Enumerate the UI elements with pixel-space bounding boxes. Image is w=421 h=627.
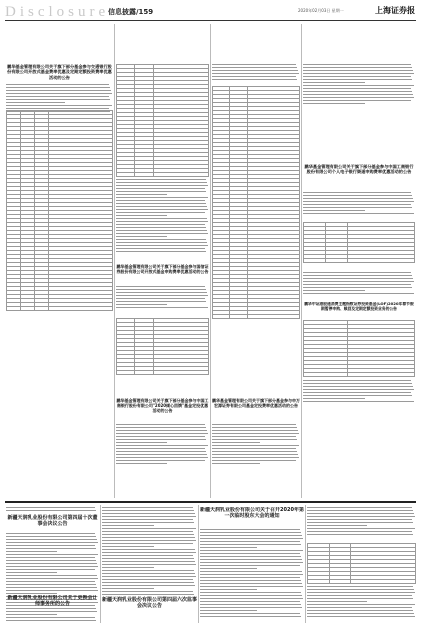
text-line — [6, 545, 95, 546]
table-row — [304, 259, 415, 263]
issue-date: 2020年02月03日 星期一 — [298, 8, 344, 13]
text-line — [303, 293, 414, 294]
column-divider — [100, 505, 101, 623]
text-line — [6, 557, 95, 558]
text-line — [6, 575, 97, 576]
body-text — [303, 272, 415, 296]
text-line — [212, 451, 297, 452]
text-line — [116, 460, 205, 461]
text-line — [303, 192, 411, 193]
text-line — [6, 510, 96, 511]
text-line — [303, 281, 414, 282]
body-text — [200, 529, 304, 619]
text-line — [116, 194, 167, 195]
text-line — [200, 553, 300, 554]
text-line — [200, 571, 302, 572]
table-row — [117, 371, 209, 375]
text-line — [102, 555, 193, 556]
text-line — [212, 436, 296, 437]
text-line — [303, 392, 411, 393]
text-line — [303, 64, 411, 65]
text-line — [307, 586, 413, 587]
text-line — [116, 424, 205, 425]
announcement-block-5 — [212, 398, 300, 498]
text-line — [102, 573, 195, 574]
text-line — [303, 73, 414, 74]
text-line — [116, 436, 205, 437]
text-line — [6, 554, 98, 555]
section-title-cn: 信息披露/159 — [108, 8, 154, 16]
text-line — [200, 565, 300, 566]
text-line — [102, 537, 195, 538]
text-line — [116, 224, 205, 225]
text-line — [102, 522, 194, 523]
text-line — [212, 70, 298, 71]
text-line — [200, 610, 257, 611]
text-line — [6, 593, 57, 594]
text-line — [102, 549, 195, 550]
text-line — [200, 556, 301, 557]
newspaper-logo: 上海证券报 — [375, 5, 415, 15]
table-cell — [153, 371, 208, 375]
body-text — [303, 192, 415, 216]
body-text — [212, 424, 300, 466]
text-line — [116, 295, 208, 296]
text-line — [200, 541, 300, 542]
text-line — [200, 562, 303, 563]
body-text — [102, 507, 197, 597]
text-line — [303, 284, 411, 285]
text-line — [102, 564, 196, 565]
text-line — [116, 215, 167, 216]
text-line — [116, 454, 207, 455]
text-line — [303, 85, 414, 86]
table-cell — [213, 315, 230, 319]
text-line — [307, 516, 415, 517]
text-line — [102, 561, 195, 562]
announcement-block-12 — [200, 507, 304, 623]
table-cell — [117, 371, 135, 375]
text-line — [200, 532, 301, 533]
column-divider — [198, 505, 199, 623]
text-line — [303, 290, 365, 291]
announcement-title: 鹏华基金管理有限公司关于旗下部分基金参与中国工商银行股份有限公司"2020倾心回馈"基金定投优惠活动的公告 — [116, 398, 209, 413]
announcement-title: 新疆天润乳业股份有限公司关于召开2020年第一次临时股东大会的通知 — [200, 507, 304, 520]
text-line — [200, 616, 301, 617]
table-cell — [348, 259, 415, 263]
text-line — [102, 570, 194, 571]
text-line — [307, 528, 415, 529]
fund-table — [303, 222, 415, 263]
text-line — [200, 607, 302, 608]
text-line — [102, 585, 195, 586]
text-line — [102, 588, 154, 589]
text-line — [307, 616, 415, 617]
section-title-en: Disclosure — [5, 4, 110, 20]
text-line — [303, 395, 412, 396]
table-cell — [135, 371, 153, 375]
section-divider — [5, 501, 416, 503]
text-line — [6, 560, 96, 561]
text-line — [116, 248, 205, 249]
text-line — [6, 584, 96, 585]
text-line — [212, 424, 296, 425]
text-line — [6, 578, 98, 579]
text-line — [212, 73, 299, 74]
body-text — [307, 507, 416, 537]
text-line — [303, 100, 411, 101]
text-line — [102, 507, 193, 508]
text-line — [102, 510, 194, 511]
text-line — [116, 433, 208, 434]
column-divider — [114, 24, 115, 498]
table-cell — [247, 315, 299, 319]
text-line — [200, 544, 301, 545]
announcement-title: 鹏华基金管理有限公司关于旗下部分基金参与中国工商银行股份有限公司个人电子银行渠道申购费率优惠活动的公告 — [304, 164, 414, 175]
announcement-block-8 — [303, 302, 415, 408]
text-line — [102, 552, 196, 553]
text-line — [212, 64, 296, 65]
text-line — [307, 534, 413, 535]
text-line — [116, 430, 207, 431]
text-line — [307, 522, 413, 523]
announcement-title: 新疆天润乳业股份有限公司第四届十次董事会决议公告 — [7, 515, 98, 528]
text-line — [116, 289, 206, 290]
text-line — [307, 607, 412, 608]
text-line — [6, 572, 57, 573]
text-line — [116, 182, 207, 183]
text-line — [116, 245, 208, 246]
text-line — [303, 383, 412, 384]
text-line — [307, 513, 414, 514]
text-line — [116, 185, 208, 186]
text-line — [212, 442, 260, 443]
text-line — [307, 601, 367, 602]
text-line — [200, 559, 302, 560]
text-line — [116, 242, 207, 243]
text-line — [116, 188, 205, 189]
announcement-block-3 — [116, 398, 209, 498]
text-line — [102, 579, 193, 580]
text-line — [303, 386, 413, 387]
announcement-title: 鹏华基金管理有限公司关于旗下部分基金参与国信证券股份有限公司开放式基金申购费率优惠活动的公告 — [116, 264, 209, 274]
text-line — [303, 398, 365, 399]
text-line — [303, 389, 414, 390]
text-line — [6, 539, 97, 540]
text-line — [303, 198, 413, 199]
text-line — [102, 543, 193, 544]
text-line — [6, 581, 95, 582]
text-line — [303, 195, 412, 196]
text-line — [303, 201, 414, 202]
text-line — [116, 451, 206, 452]
text-line — [6, 105, 112, 106]
text-line — [303, 97, 414, 98]
text-line — [6, 536, 96, 537]
page-header — [0, 0, 421, 22]
text-line — [6, 569, 95, 570]
text-line — [307, 531, 412, 532]
text-line — [116, 176, 205, 177]
text-line — [200, 613, 300, 614]
announcement-block-6 — [303, 64, 415, 189]
text-line — [303, 204, 411, 205]
column-divider — [210, 24, 211, 498]
body-text — [212, 64, 300, 82]
text-line — [200, 601, 300, 602]
text-line — [303, 401, 414, 402]
text-line — [200, 547, 257, 548]
text-line — [303, 76, 411, 77]
text-line — [303, 79, 412, 80]
text-line — [212, 445, 299, 446]
text-line — [116, 233, 208, 234]
announcement-block-1 — [6, 64, 113, 394]
text-line — [200, 535, 302, 536]
text-line — [307, 583, 412, 584]
text-line — [303, 94, 413, 95]
text-line — [6, 587, 97, 588]
text-line — [116, 442, 167, 443]
text-line — [102, 576, 196, 577]
announcement-block-4 — [212, 64, 300, 364]
fund-table — [303, 320, 415, 377]
text-line — [6, 566, 98, 567]
text-line — [6, 96, 109, 97]
text-line — [6, 87, 110, 88]
body-text — [303, 380, 415, 404]
fund-table — [116, 64, 209, 177]
column-divider — [301, 24, 302, 498]
table-cell — [326, 259, 348, 263]
text-line — [6, 551, 57, 552]
text-line — [200, 529, 300, 530]
text-line — [212, 439, 297, 440]
text-line — [303, 278, 413, 279]
fund-table — [116, 318, 209, 375]
text-line — [303, 213, 414, 214]
text-line — [307, 598, 413, 599]
table-row — [304, 373, 415, 377]
text-line — [116, 191, 206, 192]
text-line — [102, 594, 194, 595]
announcement-block-11 — [102, 507, 197, 623]
text-line — [200, 568, 257, 569]
text-line — [200, 583, 302, 584]
announcement-title: 鹏华基金管理有限公司关于旗下部分基金参与申万宏源证券有限公司基金定投费率优惠活动的公告 — [212, 398, 300, 408]
text-line — [6, 108, 109, 109]
text-line — [200, 598, 303, 599]
text-line — [307, 507, 412, 508]
text-line — [116, 292, 207, 293]
table-cell — [7, 307, 21, 311]
fund-table — [6, 110, 113, 311]
text-line — [116, 251, 206, 252]
text-line — [102, 525, 154, 526]
text-line — [116, 200, 205, 201]
text-line — [116, 304, 167, 305]
text-line — [116, 203, 206, 204]
table-cell — [304, 373, 348, 377]
text-line — [116, 239, 206, 240]
fund-table — [212, 86, 300, 319]
text-line — [303, 91, 412, 92]
text-line — [307, 510, 413, 511]
text-line — [212, 448, 296, 449]
text-line — [116, 439, 206, 440]
text-line — [212, 454, 298, 455]
text-line — [303, 210, 365, 211]
text-line — [6, 99, 110, 100]
text-line — [6, 507, 95, 508]
text-line — [116, 298, 205, 299]
table-row — [7, 307, 113, 311]
text-line — [116, 179, 206, 180]
text-line — [307, 604, 415, 605]
text-line — [102, 567, 154, 568]
text-line — [116, 230, 207, 231]
text-line — [303, 103, 365, 104]
text-line — [200, 595, 302, 596]
text-line — [116, 463, 167, 464]
text-line — [200, 592, 301, 593]
text-line — [6, 590, 98, 591]
text-line — [303, 207, 412, 208]
table-cell — [21, 307, 35, 311]
announcement-block-2 — [116, 64, 209, 384]
text-line — [200, 574, 303, 575]
text-line — [303, 287, 412, 288]
body-text — [116, 424, 209, 466]
text-line — [200, 577, 300, 578]
table-cell — [348, 373, 415, 377]
body-text — [116, 286, 209, 310]
table-cell — [35, 307, 49, 311]
text-line — [102, 519, 193, 520]
text-line — [303, 275, 412, 276]
text-line — [102, 546, 154, 547]
text-line — [116, 448, 205, 449]
text-line — [116, 236, 167, 237]
text-line — [200, 586, 303, 587]
body-text — [307, 583, 416, 619]
text-line — [303, 380, 411, 381]
text-line — [116, 221, 208, 222]
text-line — [212, 463, 260, 464]
text-line — [200, 580, 301, 581]
text-line — [102, 528, 196, 529]
text-line — [6, 548, 96, 549]
column-divider — [305, 505, 306, 623]
text-line — [116, 445, 208, 446]
text-line — [200, 604, 301, 605]
body-text — [6, 507, 99, 513]
header-rule — [5, 20, 416, 21]
text-line — [116, 197, 208, 198]
text-line — [307, 519, 412, 520]
text-line — [212, 457, 299, 458]
text-line — [212, 430, 298, 431]
table-cell — [304, 259, 326, 263]
announcement-title: 新疆天润乳业股份有限公司关于更换会计师事务所的公告 — [7, 595, 98, 608]
announcement-block-7 — [303, 192, 415, 300]
text-line — [102, 513, 195, 514]
text-line — [303, 67, 412, 68]
text-line — [307, 525, 367, 526]
text-line — [307, 610, 413, 611]
announcement-title: 鹏华中证港股通消费主题指数证券投资基金(LOF)2020年春节假期暂停申购、赎回及定期定额投资业务的公告 — [304, 302, 414, 311]
proposal-table — [307, 543, 416, 584]
text-line — [303, 70, 413, 71]
table-cell — [49, 307, 113, 311]
text-line — [303, 82, 365, 83]
text-line — [116, 427, 206, 428]
announcement-title: 鹏华基金管理有限公司关于旗下部分基金参与交通银行股份有限公司开放式基金费率优惠及定期定额投资费率优惠活动的公告 — [7, 64, 112, 80]
text-line — [102, 582, 194, 583]
text-line — [102, 534, 194, 535]
text-line — [307, 613, 414, 614]
text-line — [102, 540, 196, 541]
text-line — [116, 209, 208, 210]
text-line — [102, 531, 193, 532]
text-line — [303, 272, 411, 273]
table-row — [213, 315, 300, 319]
text-line — [6, 542, 98, 543]
text-line — [212, 79, 297, 80]
text-line — [116, 286, 205, 287]
body-text — [116, 176, 209, 254]
text-line — [116, 301, 206, 302]
announcement-block-13 — [307, 507, 416, 623]
text-line — [6, 84, 109, 85]
text-line — [212, 460, 296, 461]
text-line — [116, 218, 207, 219]
text-line — [200, 550, 303, 551]
body-text — [303, 64, 415, 106]
text-line — [212, 67, 297, 68]
text-line — [212, 76, 296, 77]
text-line — [307, 595, 412, 596]
text-line — [102, 516, 196, 517]
text-line — [200, 538, 303, 539]
text-line — [212, 433, 299, 434]
text-line — [307, 589, 414, 590]
announcement-title: 新疆天润乳业股份有限公司第四届六次监事会决议公告 — [102, 597, 197, 610]
text-line — [116, 227, 206, 228]
text-line — [6, 90, 111, 91]
text-line — [303, 88, 411, 89]
text-line — [102, 591, 193, 592]
text-line — [307, 592, 415, 593]
text-line — [212, 427, 297, 428]
text-line — [6, 93, 112, 94]
text-line — [116, 212, 205, 213]
text-line — [6, 102, 65, 103]
text-line — [200, 589, 257, 590]
text-line — [116, 457, 208, 458]
text-line — [102, 558, 194, 559]
table-cell — [230, 315, 247, 319]
text-line — [116, 206, 207, 207]
text-line — [116, 307, 208, 308]
announcement-block-10 — [6, 595, 99, 625]
text-line — [6, 563, 97, 564]
text-line — [6, 533, 95, 534]
